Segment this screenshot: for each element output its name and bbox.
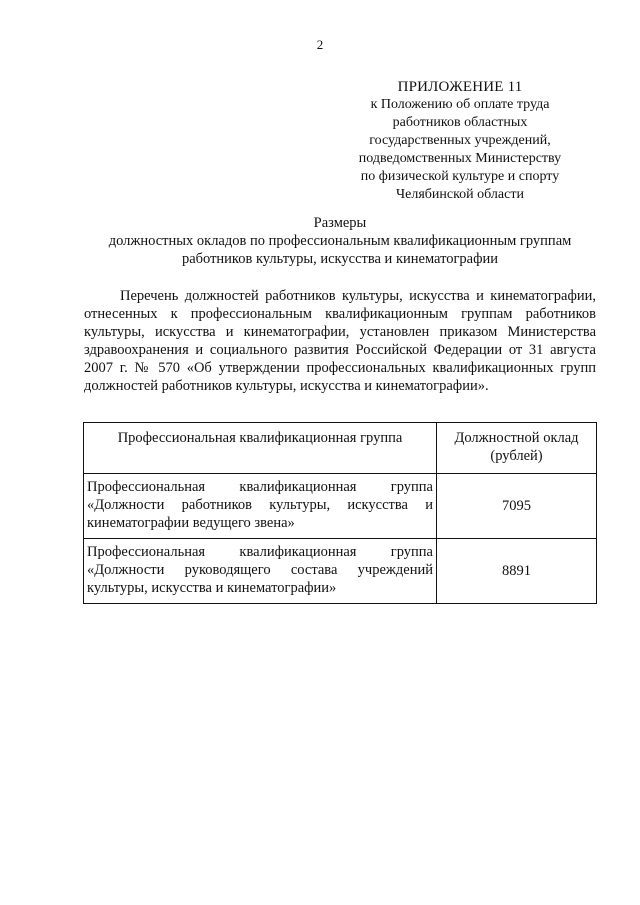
group-cell: Профессиональная квалификационная группа «Должности руководящего состава учреждений культуры, искусства и кинематографии» — [84, 539, 437, 604]
appendix-block — [300, 78, 620, 204]
header-group: Профессиональная квалификационная группа — [84, 423, 437, 474]
salary-cell: 7095 — [437, 474, 597, 539]
heading-line: работников культуры, искусства и кинематографии — [181, 251, 499, 267]
salary-cell: 8891 — [437, 539, 597, 604]
appendix-line: к Положению об оплате труда — [370, 97, 550, 112]
appendix-line: Челябинской области — [396, 187, 524, 202]
appendix-title: ПРИЛОЖЕНИЕ 11 — [397, 79, 523, 95]
appendix-line: государственных учреждений, — [369, 133, 551, 148]
appendix-line: подведомственных Министерству — [358, 151, 562, 166]
heading-line: Размеры — [313, 215, 367, 231]
table-header-row — [84, 423, 597, 474]
salary-table — [83, 422, 597, 604]
page-number: 2 — [316, 37, 324, 52]
group-cell: Профессиональная квалификационная группа «Должности работников культуры, искусства и кинематографии ведущего звена» — [84, 474, 437, 539]
appendix-line: по физической культуре и спорту — [360, 169, 560, 184]
appendix-line: работников областных — [392, 115, 528, 130]
table-row — [84, 474, 597, 539]
table-row — [84, 539, 597, 604]
intro-paragraph: Перечень должностей работников культуры, искусства и кинематографии, отнесенных к профессиональным квалификационным группам работников культуры, искусства и кинематографии, установлен приказом Министерства здравоохранения и социального развития Российской Федерации от 31 августа 2007 г. № 570 «Об утверждении профессиональных квалификационных групп должностей работников культуры, искусства и кинематографии». — [84, 288, 596, 394]
heading-line: должностных окладов по профессиональным квалификационным группам — [108, 233, 572, 249]
document-heading — [60, 214, 620, 268]
header-salary: Должностной оклад (рублей) — [437, 423, 597, 474]
